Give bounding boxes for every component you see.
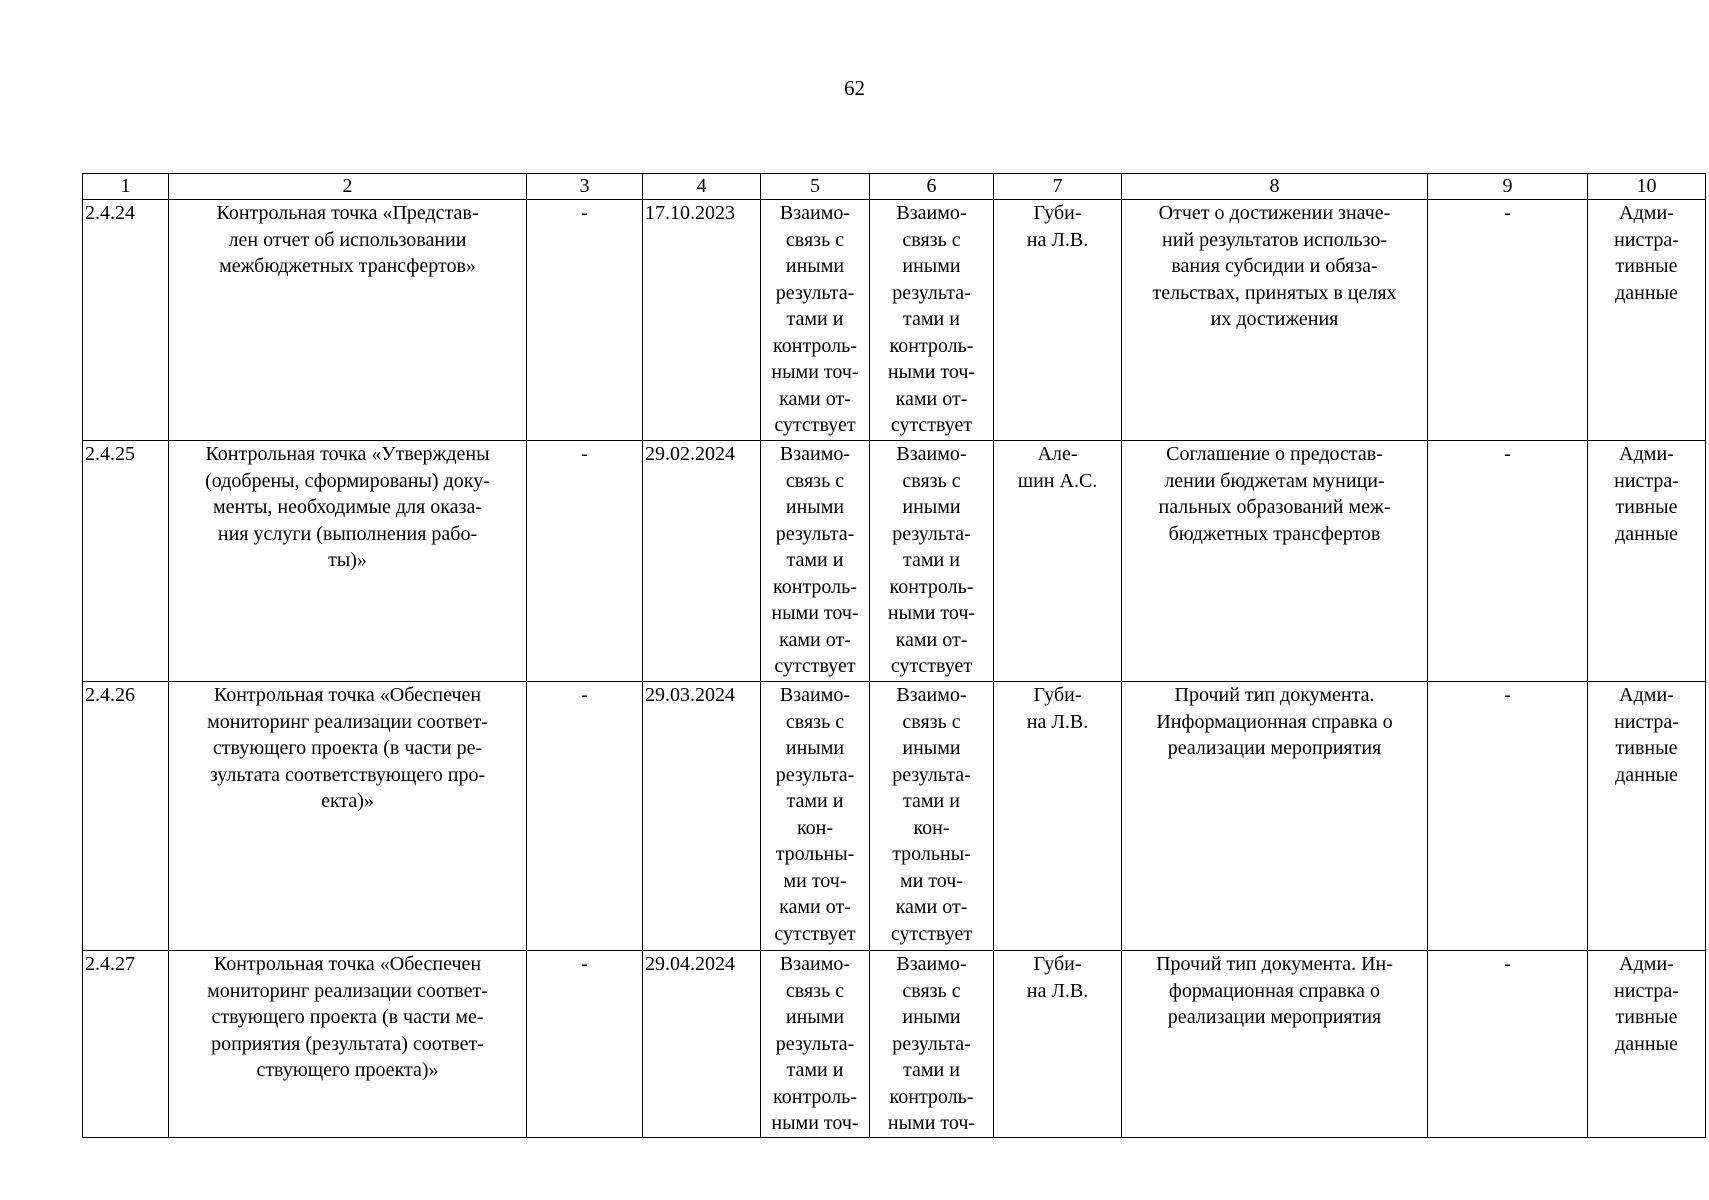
document-type: Отчет о достижении значе- ний результатов использо- вания субсидии и обяза- тельствах, принятых в целях их достижения <box>1122 200 1428 441</box>
relationship-col5: Взаимо- связь с иными результа- тами и контроль- ными точ- ками от- сутствует <box>761 200 870 441</box>
column-header: 7 <box>994 174 1122 200</box>
relationship-col5: Взаимо- связь с иными результа- тами и кон- трольны- ми точ- ками от- сутствует <box>761 682 870 951</box>
info-system: Адми- нистра- тивные данные <box>1588 951 1706 1138</box>
row-id: 2.4.25 <box>83 441 169 682</box>
col9-value: - <box>1428 682 1588 951</box>
column-header: 2 <box>169 174 527 200</box>
col9-value: - <box>1428 441 1588 682</box>
control-point-name: Контрольная точка «Представ- лен отчет об использовании межбюджетных трансфертов» <box>169 200 527 441</box>
column-header: 1 <box>83 174 169 200</box>
column-header: 8 <box>1122 174 1428 200</box>
document-type: Соглашение о предостав- лении бюджетам муници- пальных образований меж- бюджетных трансфертов <box>1122 441 1428 682</box>
column-header: 5 <box>761 174 870 200</box>
col3-value: - <box>527 951 643 1138</box>
col3-value: - <box>527 682 643 951</box>
control-point-date: 17.10.2023 <box>643 200 761 441</box>
table-row <box>83 200 1706 441</box>
col9-value: - <box>1428 200 1588 441</box>
control-points-table <box>82 173 1706 1138</box>
document-type: Прочий тип документа. Ин- формационная справка о реализации мероприятия <box>1122 951 1428 1138</box>
control-point-date: 29.04.2024 <box>643 951 761 1138</box>
responsible-person: Губи- на Л.В. <box>994 951 1122 1138</box>
responsible-person: Губи- на Л.В. <box>994 682 1122 951</box>
info-system: Адми- нистра- тивные данные <box>1588 682 1706 951</box>
relationship-col6: Взаимо- связь с иными результа- тами и контроль- ными точ- <box>870 951 994 1138</box>
relationship-col6: Взаимо- связь с иными результа- тами и кон- трольны- ми точ- ками от- сутствует <box>870 682 994 951</box>
header-row <box>83 174 1706 200</box>
control-point-name: Контрольная точка «Обеспечен мониторинг реализации соответ- ствующего проекта (в части ре- зультата соответствующего про- екта)» <box>169 682 527 951</box>
relationship-col5: Взаимо- связь с иными результа- тами и контроль- ными точ- ками от- сутствует <box>761 441 870 682</box>
col3-value: - <box>527 441 643 682</box>
row-id: 2.4.26 <box>83 682 169 951</box>
column-header: 10 <box>1588 174 1706 200</box>
row-id: 2.4.24 <box>83 200 169 441</box>
responsible-person: Губи- на Л.В. <box>994 200 1122 441</box>
control-point-date: 29.02.2024 <box>643 441 761 682</box>
control-point-name: Контрольная точка «Утверждены (одобрены, сформированы) доку- менты, необходимые для оказа- ния услуги (выполнения рабо- ты)» <box>169 441 527 682</box>
responsible-person: Але- шин А.С. <box>994 441 1122 682</box>
table-row <box>83 682 1706 951</box>
control-point-name: Контрольная точка «Обеспечен мониторинг реализации соответ- ствующего проекта (в части ме- роприятия (результата) соответ- ствующего проекта)» <box>169 951 527 1138</box>
col3-value: - <box>527 200 643 441</box>
row-id: 2.4.27 <box>83 951 169 1138</box>
info-system: Адми- нистра- тивные данные <box>1588 200 1706 441</box>
info-system: Адми- нистра- тивные данные <box>1588 441 1706 682</box>
column-header: 6 <box>870 174 994 200</box>
page-number: 62 <box>844 76 865 100</box>
relationship-col6: Взаимо- связь с иными результа- тами и контроль- ными точ- ками от- сутствует <box>870 441 994 682</box>
column-header: 4 <box>643 174 761 200</box>
column-header: 9 <box>1428 174 1588 200</box>
table-row <box>83 441 1706 682</box>
relationship-col5: Взаимо- связь с иными результа- тами и контроль- ными точ- <box>761 951 870 1138</box>
control-point-date: 29.03.2024 <box>643 682 761 951</box>
table-row <box>83 951 1706 1138</box>
col9-value: - <box>1428 951 1588 1138</box>
relationship-col6: Взаимо- связь с иными результа- тами и контроль- ными точ- ками от- сутствует <box>870 200 994 441</box>
document-type: Прочий тип документа. Информационная справка о реализации мероприятия <box>1122 682 1428 951</box>
column-header: 3 <box>527 174 643 200</box>
